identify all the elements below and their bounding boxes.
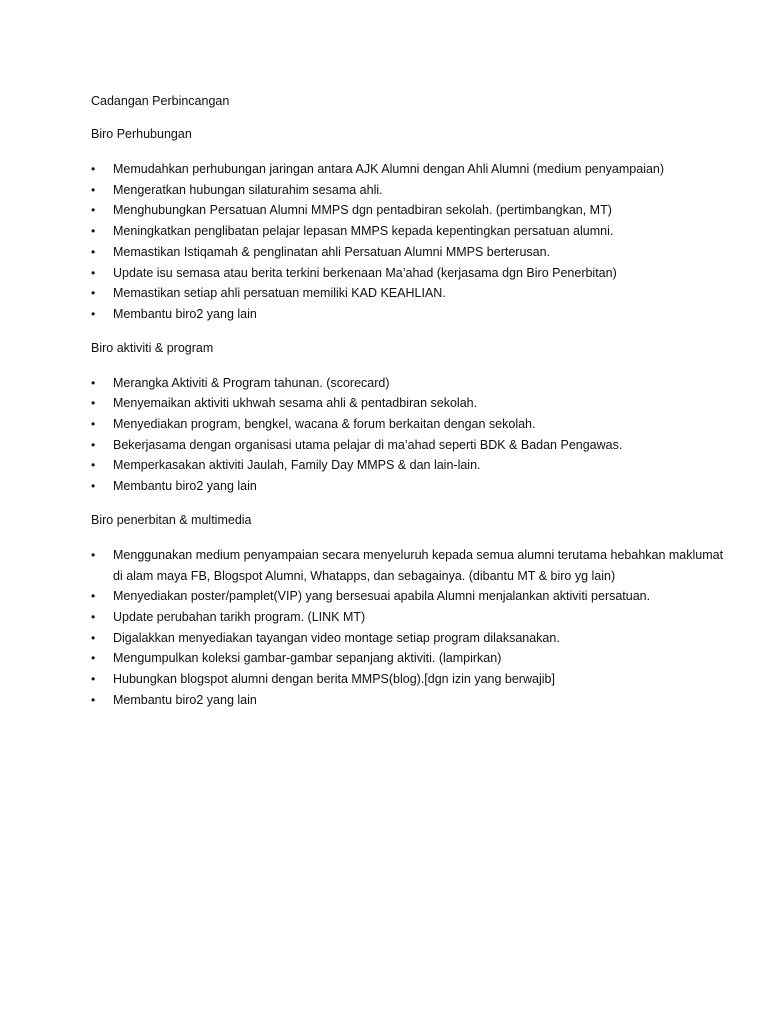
list-item [91,393,731,414]
list-item-text: Bekerjasama dengan organisasi utama pelajar di ma’ahad seperti BDK & Badan Pengawas. [113,437,623,452]
bullet-icon: • [91,162,96,176]
list-item [91,242,731,263]
list-item-text: Mengeratkan hubungan silaturahim sesama ahli. [113,182,383,197]
list-item [91,304,731,325]
bullet-icon: • [91,306,96,321]
bullet-icon: • [91,182,96,197]
bullet-list [91,373,731,497]
bullet-icon: • [91,417,96,432]
list-item [91,283,731,304]
list-item [91,628,731,649]
list-item-text: Menyemaikan aktiviti ukhwah sesama ahli & pentadbiran sekolah. [113,396,478,411]
document-title: Cadangan Perbincangan [91,94,230,108]
list-item [91,545,731,586]
bullet-icon: • [91,224,96,239]
list-item-text: Update isu semasa atau berita terkini berkenaan Ma’ahad (kerjasama dgn Biro Penerbitan) [113,265,617,280]
bullet-list [91,159,731,325]
list-item-text: Memastikan setiap ahli persatuan memiliki KAD KEAHLIAN. [113,286,446,301]
bullet-icon: • [91,692,96,707]
list-item [91,648,731,669]
list-item-text: Menyediakan poster/pamplet(VIP) yang bersesuai apabila Alumni menjalankan aktiviti persatuan. [113,589,651,604]
bullet-icon: • [91,265,96,280]
list-item-text: Meningkatkan penglibatan pelajar lepasan MMPS kepada kepentingkan persatuan alumni. [113,224,614,239]
document-page [91,93,731,725]
bullet-icon: • [91,375,96,390]
section-biro-penerbitan-multimedia [91,512,731,711]
list-item-text: Merangka Aktiviti & Program tahunan. (scorecard) [113,375,390,390]
list-item-text: Menggunakan medium penyampaian secara menyeluruh kepada semua alumni terutama hebahkan maklumat di alam maya FB, Blogspot Alumni, Whatapps, dan sebagainya. (dibantu MT & biro yg lain) [113,547,724,583]
list-item-text: Hubungkan blogspot alumni dengan berita MMPS(blog).[dgn izin yang berwajib] [113,672,555,687]
list-item-text: Membantu biro2 yang lain [113,479,257,494]
bullet-icon: • [91,244,96,259]
list-item-text: Menghubungkan Persatuan Alumni MMPS dgn pentadbiran sekolah. (pertimbangkan, MT) [113,203,612,218]
list-item [91,669,731,690]
section-heading: Biro Perhubungan [91,127,192,141]
list-item [91,690,731,711]
section-heading: Biro aktiviti & program [91,340,214,355]
section-biro-perhubungan [91,126,731,325]
list-item-text: Memperkasakan aktiviti Jaulah, Family Day MMPS & dan lain-lain. [113,458,481,473]
bullet-icon: • [91,672,96,687]
list-item-text: Membantu biro2 yang lain [113,692,257,707]
list-item [91,586,731,607]
list-item-text: Memudahkan perhubungan jaringan antara AJK Alumni dengan Ahli Alumni (medium penyampaian) [113,162,665,176]
list-item [91,263,731,284]
bullet-icon: • [91,479,96,494]
list-item [91,159,731,180]
bullet-icon: • [91,437,96,452]
list-item [91,180,731,201]
list-item [91,455,731,476]
list-item [91,476,731,497]
bullet-icon: • [91,547,96,562]
bullet-icon: • [91,396,96,411]
bullet-icon: • [91,609,96,624]
bullet-icon: • [91,651,96,666]
list-item [91,414,731,435]
section-biro-aktiviti-program [91,340,731,497]
list-item-text: Update perubahan tarikh program. (LINK MT) [113,609,366,624]
list-item [91,200,731,221]
bullet-list [91,545,731,711]
list-item-text: Digalakkan menyediakan tayangan video montage setiap program dilaksanakan. [113,630,560,645]
bullet-icon: • [91,630,96,645]
list-item [91,221,731,242]
bullet-icon: • [91,203,96,218]
list-item [91,607,731,628]
list-item-text: Membantu biro2 yang lain [113,306,257,321]
bullet-icon: • [91,589,96,604]
list-item-text: Mengumpulkan koleksi gambar-gambar sepanjang aktiviti. (lampirkan) [113,651,502,666]
bullet-icon: • [91,458,96,473]
section-heading: Biro penerbitan & multimedia [91,512,252,527]
list-item-text: Menyediakan program, bengkel, wacana & forum berkaitan dengan sekolah. [113,417,536,432]
list-item-text: Memastikan Istiqamah & penglinatan ahli Persatuan Alumni MMPS berterusan. [113,244,551,259]
list-item [91,373,731,394]
list-item [91,435,731,456]
bullet-icon: • [91,286,96,301]
